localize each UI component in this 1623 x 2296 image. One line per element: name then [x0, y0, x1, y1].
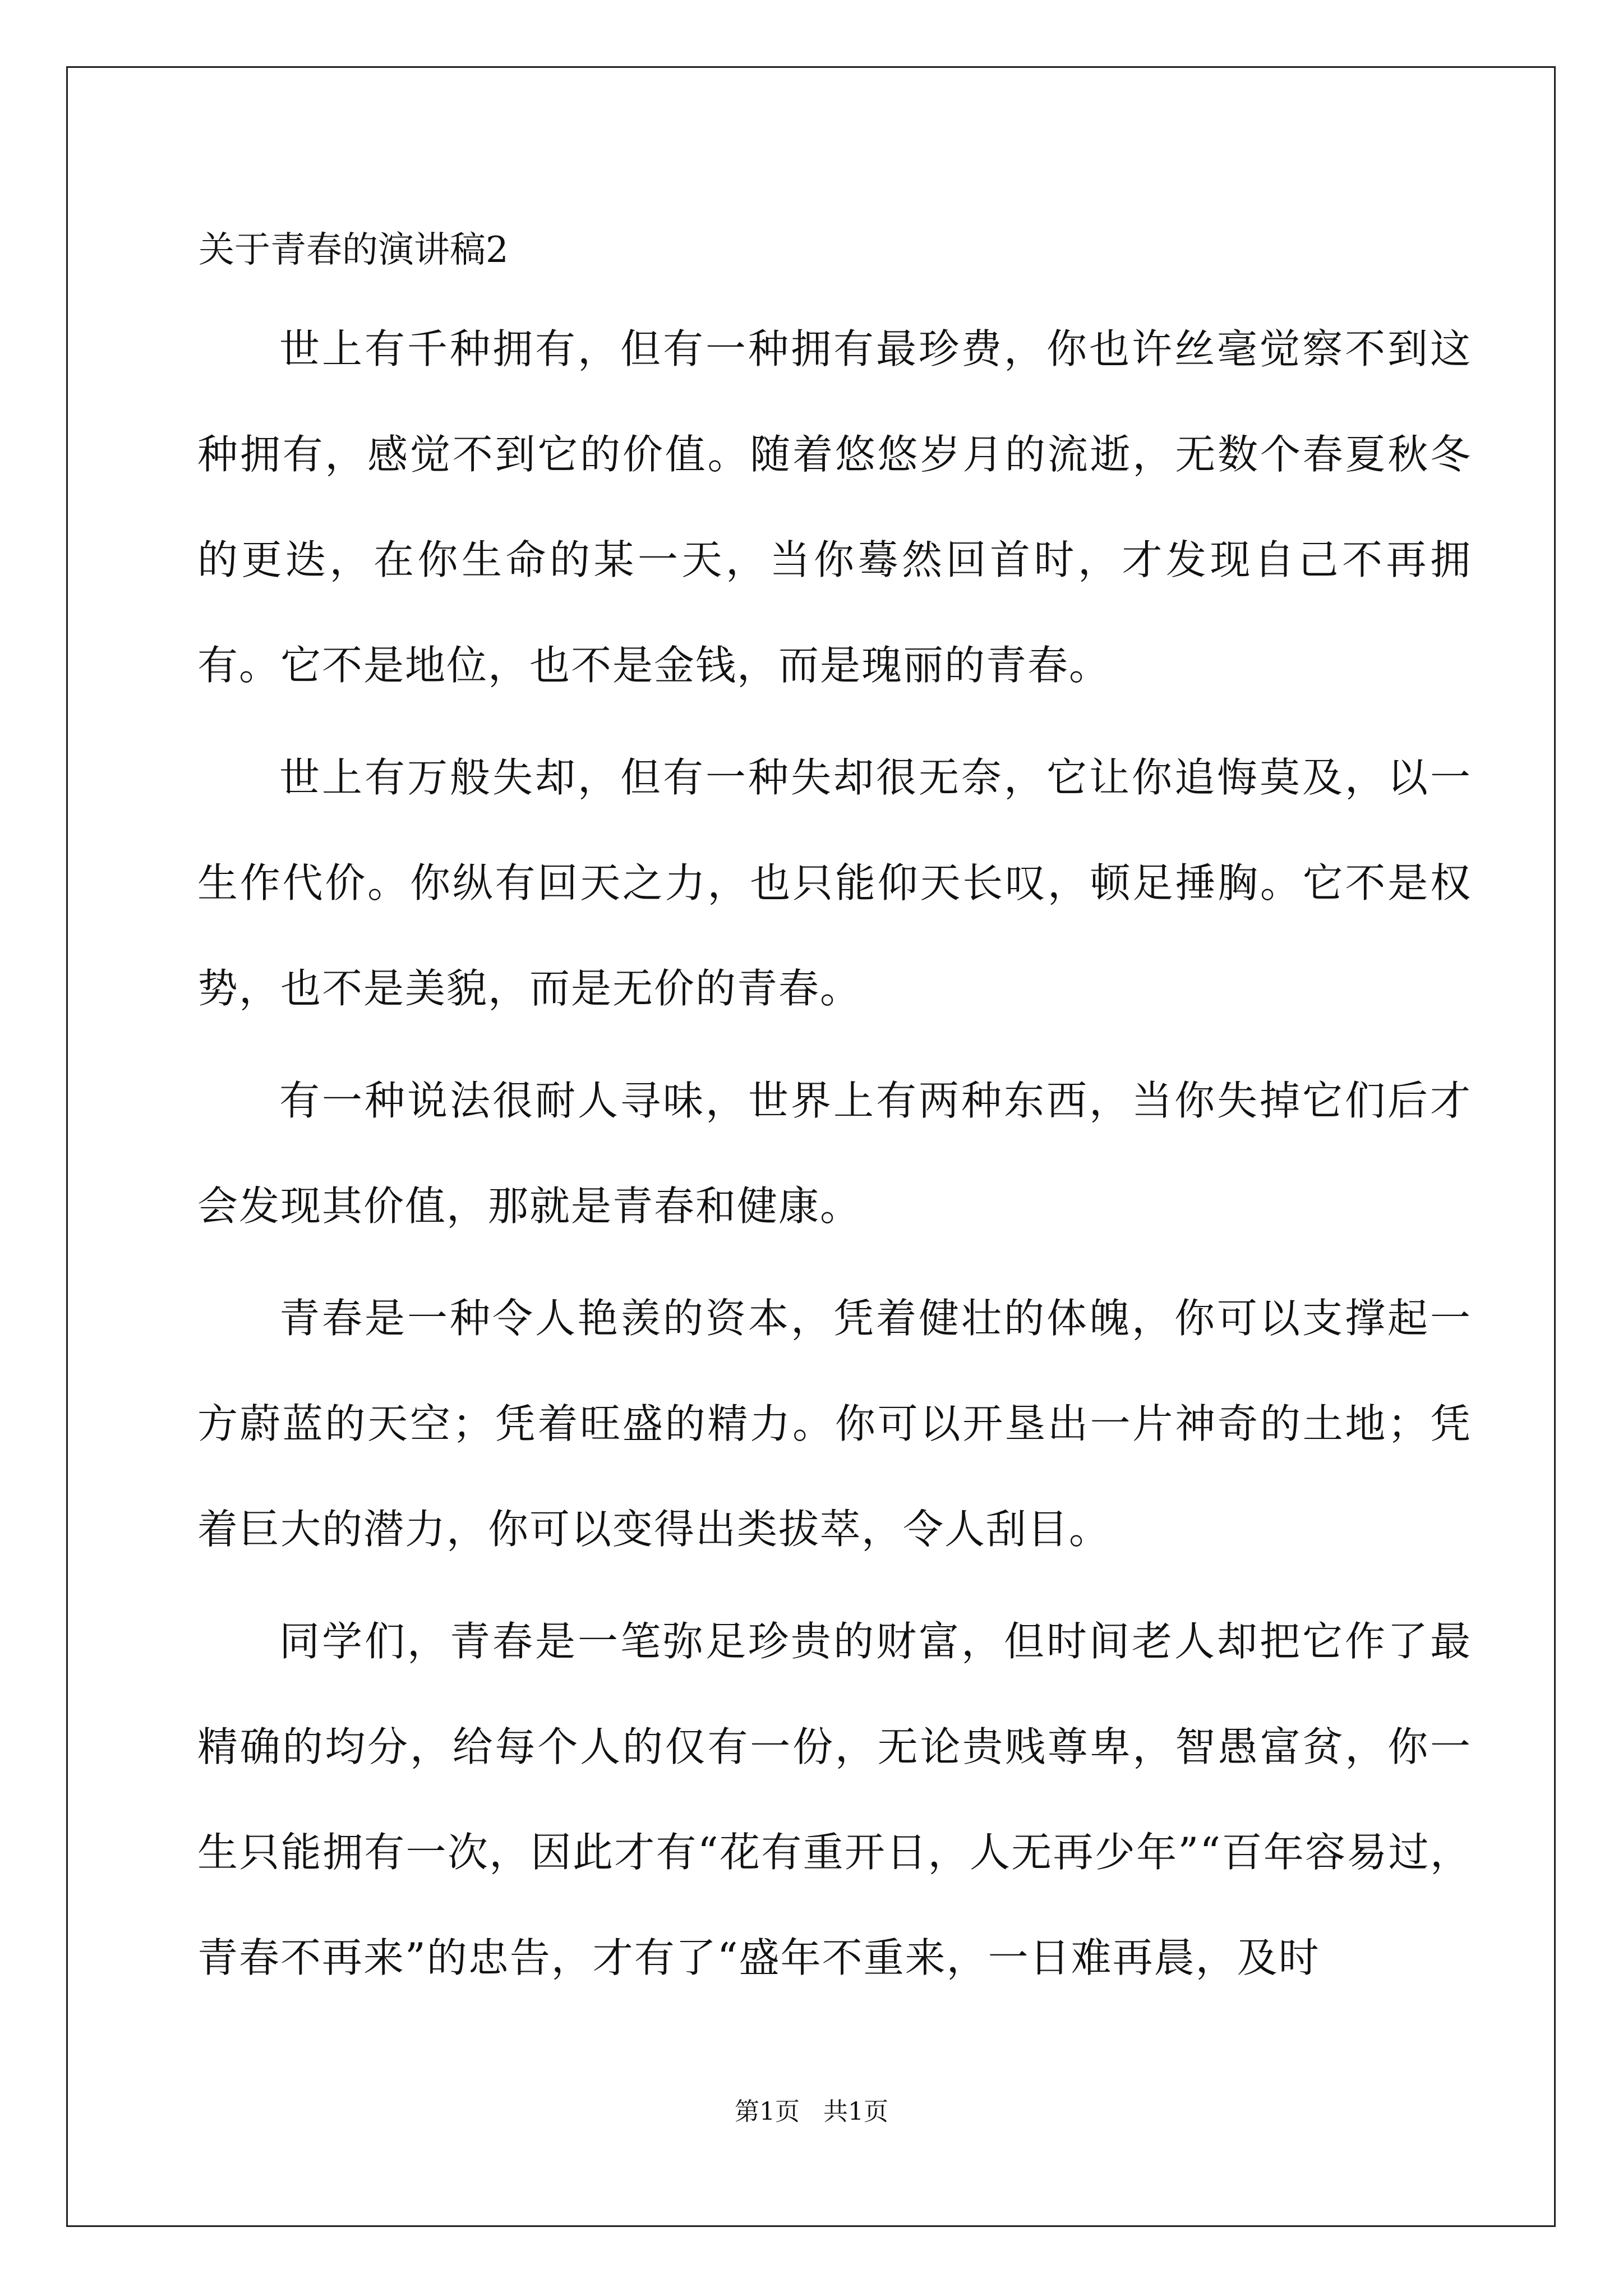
document-body	[197, 296, 1472, 2017]
paragraph-2: 世上有万般失却，但有一种失却很无奈，它让你追悔莫及，以一生作代价。你纵有回天之力，也只能仰天长叹，顿足捶胸。它不是权势，也不是美貌，而是无价的青春。	[197, 754, 1472, 1012]
document-title: 关于青春的演讲稿2	[199, 229, 509, 271]
paragraph-4: 青春是一种令人艳羡的资本，凭着健壮的体魄，你可以支撑起一方蔚蓝的天空；凭着旺盛的精力。你可以开垦出一片神奇的土地；凭着巨大的潜力，你可以变得出类拔萃，令人刮目。	[197, 1295, 1472, 1553]
paragraph-5: 同学们，青春是一笔弥足珍贵的财富，但时间老人却把它作了最精确的均分，给每个人的仅有一份，无论贵贱尊卑，智愚富贫，你一生只能拥有一次，因此才有“花有重开日，人无再少年”“百年容易过，青春不再来”的忠告，才有了“盛年不重来，一日难再晨，及时	[197, 1618, 1472, 1981]
paragraph-1: 世上有千种拥有，但有一种拥有最珍费，你也许丝毫觉察不到这种拥有，感觉不到它的价值。随着悠悠岁月的流逝，无数个春夏秋冬的更迭，在你生命的某一天，当你蓦然回首时，才发现自己不再拥有。它不是地位，也不是金钱，而是瑰丽的青春。	[197, 325, 1472, 689]
page-footer: 第1页 共1页	[735, 2097, 888, 2126]
paragraph-3: 有一种说法很耐人寻味，世界上有两种东西，当你失掉它们后才会发现其价值，那就是青春和健康。	[197, 1077, 1472, 1230]
